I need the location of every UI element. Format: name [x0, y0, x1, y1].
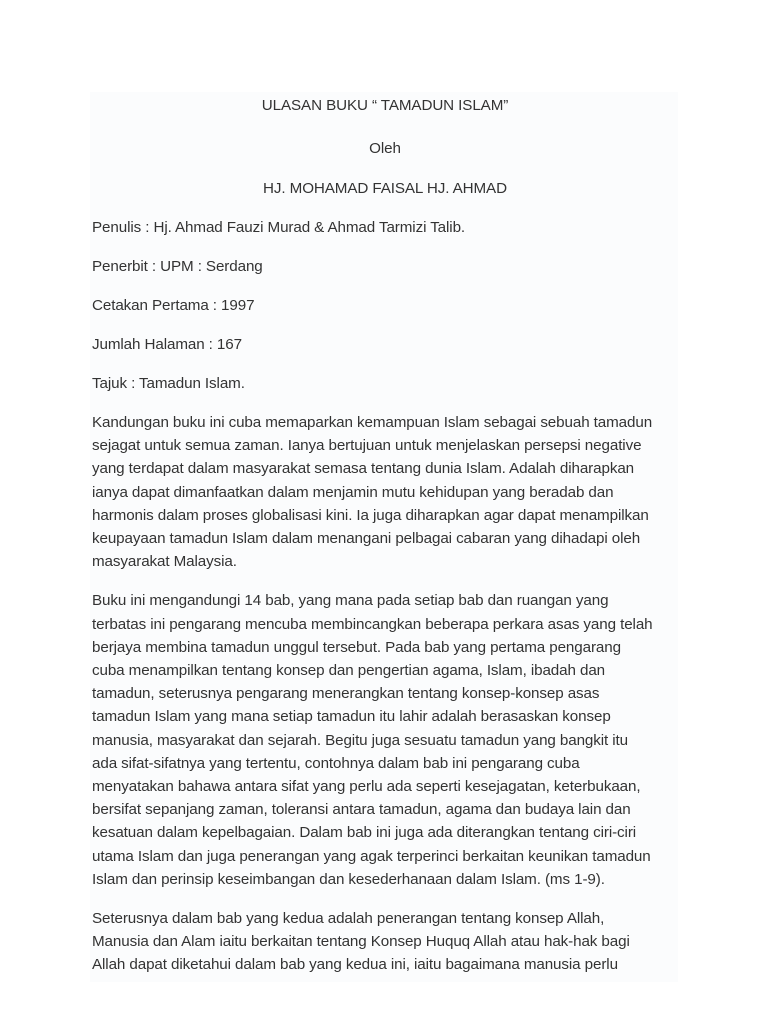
- detail-penerbit: Penerbit : UPM : Serdang: [92, 258, 263, 275]
- paragraph-2: [92, 589, 678, 891]
- paragraph-line: berjaya membina tamadun unggul tersebut. Pada bab yang pertama pengarang: [92, 638, 621, 656]
- document-body: [92, 94, 678, 977]
- detail-cetakan: Cetakan Pertama : 1997: [92, 297, 255, 314]
- paragraph-line: kesatuan dalam kepelbagaian. Dalam bab ini juga ada diterangkan tentang ciri-ciri: [92, 824, 637, 842]
- paragraph-line: bersifat sepanjang zaman, toleransi antara tamadun, agama dan budaya lain dan: [92, 801, 631, 819]
- paragraph-1: [92, 411, 678, 573]
- paragraph-line: Kandungan buku ini cuba memaparkan kemampuan Islam sebagai sebuah tamadun: [92, 414, 653, 431]
- paragraph-line: utama Islam dan juga penerangan yang agak terperinci berkaitan keunikan tamadun: [92, 847, 651, 865]
- document-title: ULASAN BUKU “ TAMADUN ISLAM”: [261, 97, 509, 114]
- detail-jumlah-halaman: Jumlah Halaman : 167: [92, 336, 242, 353]
- paragraph-line: sejagat untuk semua zaman. Ianya bertujuan untuk menjelaskan persepsi negative: [92, 437, 642, 455]
- paragraph-line: tamadun Islam yang mana setiap tamadun itu lahir adalah berasaskan konsep: [92, 708, 611, 726]
- paragraph-line: keupayaan tamadun Islam dalam menangani pelbagai cabaran yang dihadapi oleh: [92, 530, 641, 548]
- paragraph-line: menyatakan bahawa antara sifat yang perlu ada seperti kesejagatan, keterbukaan,: [92, 778, 641, 796]
- paragraph-line: terbatas ini pengarang mencuba membincangkan beberapa perkara asas yang telah: [92, 615, 653, 633]
- paragraph-line: tamadun, seterusnya pengarang menerangkan tentang konsep-konsep asas: [92, 685, 600, 703]
- paragraph-line: harmonis dalam proses globalisasi kini. Ia juga diharapkan agar dapat menampilkan: [92, 506, 649, 524]
- paragraph-line: Buku ini mengandungi 14 bab, yang mana pada setiap bab dan ruangan yang: [92, 592, 609, 610]
- paragraph-line: ianya dapat dimanfaatkan dalam menjamin mutu kehidupan yang beradab dan: [92, 483, 614, 501]
- paragraph-line: Allah dapat diketahui dalam bab yang kedua ini, iaitu bagaimana manusia perlu: [92, 956, 618, 974]
- paragraph-line: Manusia dan Alam iaitu berkaitan tentang Konsep Huquq Allah atau hak-hak bagi: [92, 933, 630, 951]
- paragraph-line: manusia, masyarakat dan sejarah. Begitu juga sesuatu tamadun yang bangkit itu: [92, 731, 629, 749]
- paragraph-line: ada sifat-sifatnya yang tertentu, contohnya dalam bab ini pengarang cuba: [92, 754, 580, 772]
- paragraph-line: cuba menampilkan tentang konsep dan pengertian agama, Islam, ibadah dan: [92, 662, 606, 680]
- by-label: Oleh: [369, 140, 401, 157]
- paragraph-line: Islam dan perinsip keseimbangan dan kesederhanaan dalam Islam. (ms 1-9).: [92, 870, 605, 888]
- detail-penulis: Penulis : Hj. Ahmad Fauzi Murad & Ahmad Tarmizi Talib.: [92, 219, 466, 236]
- author-name: HJ. MOHAMAD FAISAL HJ. AHMAD: [263, 180, 507, 197]
- paragraph-line: Seterusnya dalam bab yang kedua adalah penerangan tentang konsep Allah,: [92, 910, 605, 928]
- paragraph-line: masyarakat Malaysia.: [92, 553, 237, 571]
- paragraph-line: yang terdapat dalam masyarakat semasa tentang dunia Islam. Adalah diharapkan: [92, 460, 635, 478]
- paragraph-3: [92, 907, 678, 977]
- detail-tajuk: Tajuk : Tamadun Islam.: [92, 375, 245, 392]
